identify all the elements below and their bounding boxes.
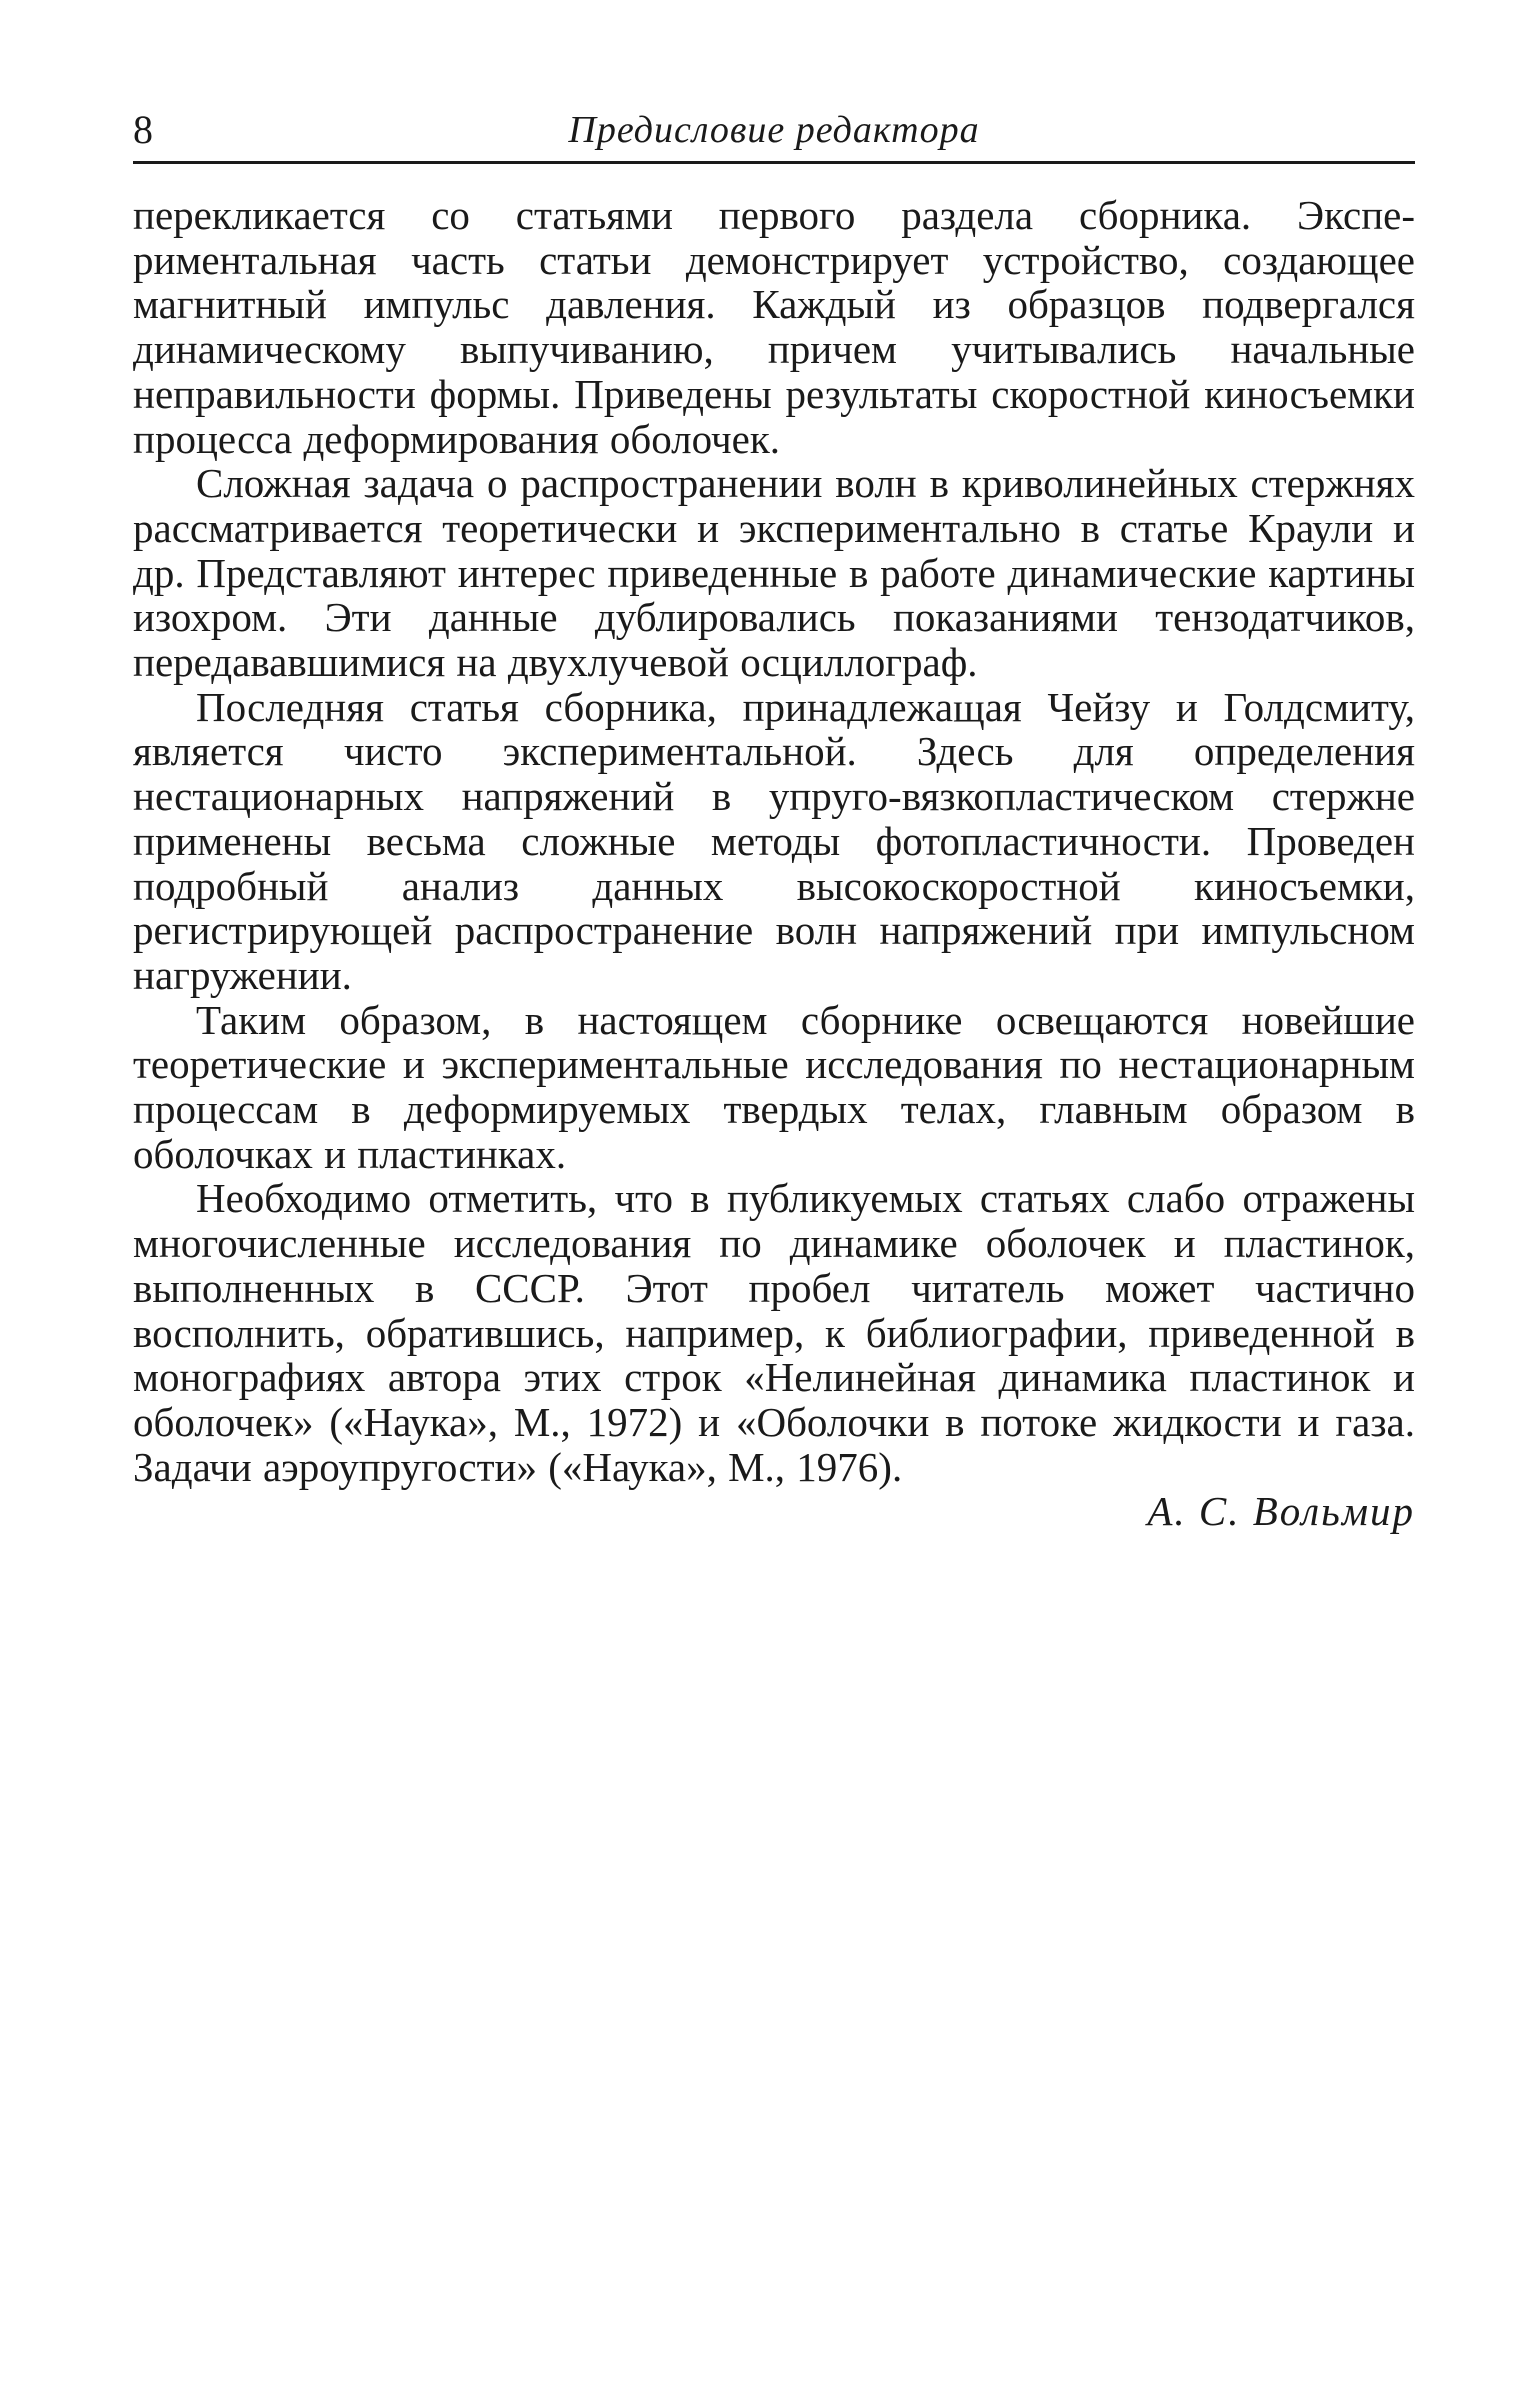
running-title: Предисловие редактора <box>568 109 980 151</box>
author-signature: А. С. Вольмир <box>1147 1488 1415 1535</box>
paragraph: Сложная задача о распространении волн в криволинейных стержнях рассматривается теоретически и экспериментально в статье Краули и др. Представляют интерес приведенные в работе динамические картины изохром. Эти данные дублировались показаниями тензодатчиков, передававшимися на двухлучевой осциллограф. <box>133 460 1415 686</box>
paragraph: Последняя статья сборника, принадлежащая Чейзу и Голдсмиту, является чисто экспериментальной. Здесь для определения нестационарных напряжений в упруго-вязкопластическом стержне применены весьма сложные методы фотопластичности. Проведен подробный анализ данных высокоскоростной киносъемки, регистрирующей распространение волн напряжений при импульсном нагружении. <box>133 683 1415 998</box>
paragraph: Таким образом, в настоящем сборнике освещаются новейшие теоретические и экспериментальные исследования по нестационарным процессам в деформируемых твердых телах, главным образом в оболочках и пластинках. <box>133 996 1415 1177</box>
running-head <box>133 100 1415 160</box>
header-rule <box>133 161 1415 164</box>
body-text <box>133 193 1415 1534</box>
paragraph: перекликается со статьями первого раздела сборника. Экспериментальная часть статьи демонстрирует устройство, создающее магнитный импульс давления. Каждый из образцов подвергался динамическому выпучиванию, причем учитывались начальные неправильности формы. Приведены результаты скоростной киносъемки процесса деформирования оболочек. <box>133 192 1415 462</box>
paragraph: Необходимо отметить, что в публикуемых статьях слабо отражены многочисленные исследования по динамике оболочек и пластинок, выполненных в СССР. Этот пробел читатель может частично восполнить, обратившись, например, к библиографии, приведенной в монографиях автора этих строк «Нелинейная динамика пластинок и оболочек» («Наука», М., 1972) и «Оболочки в потоке жидкости и газа. Задачи аэроупругости» («Наука», М., 1976). <box>133 1175 1415 1490</box>
page-number: 8 <box>133 107 153 152</box>
